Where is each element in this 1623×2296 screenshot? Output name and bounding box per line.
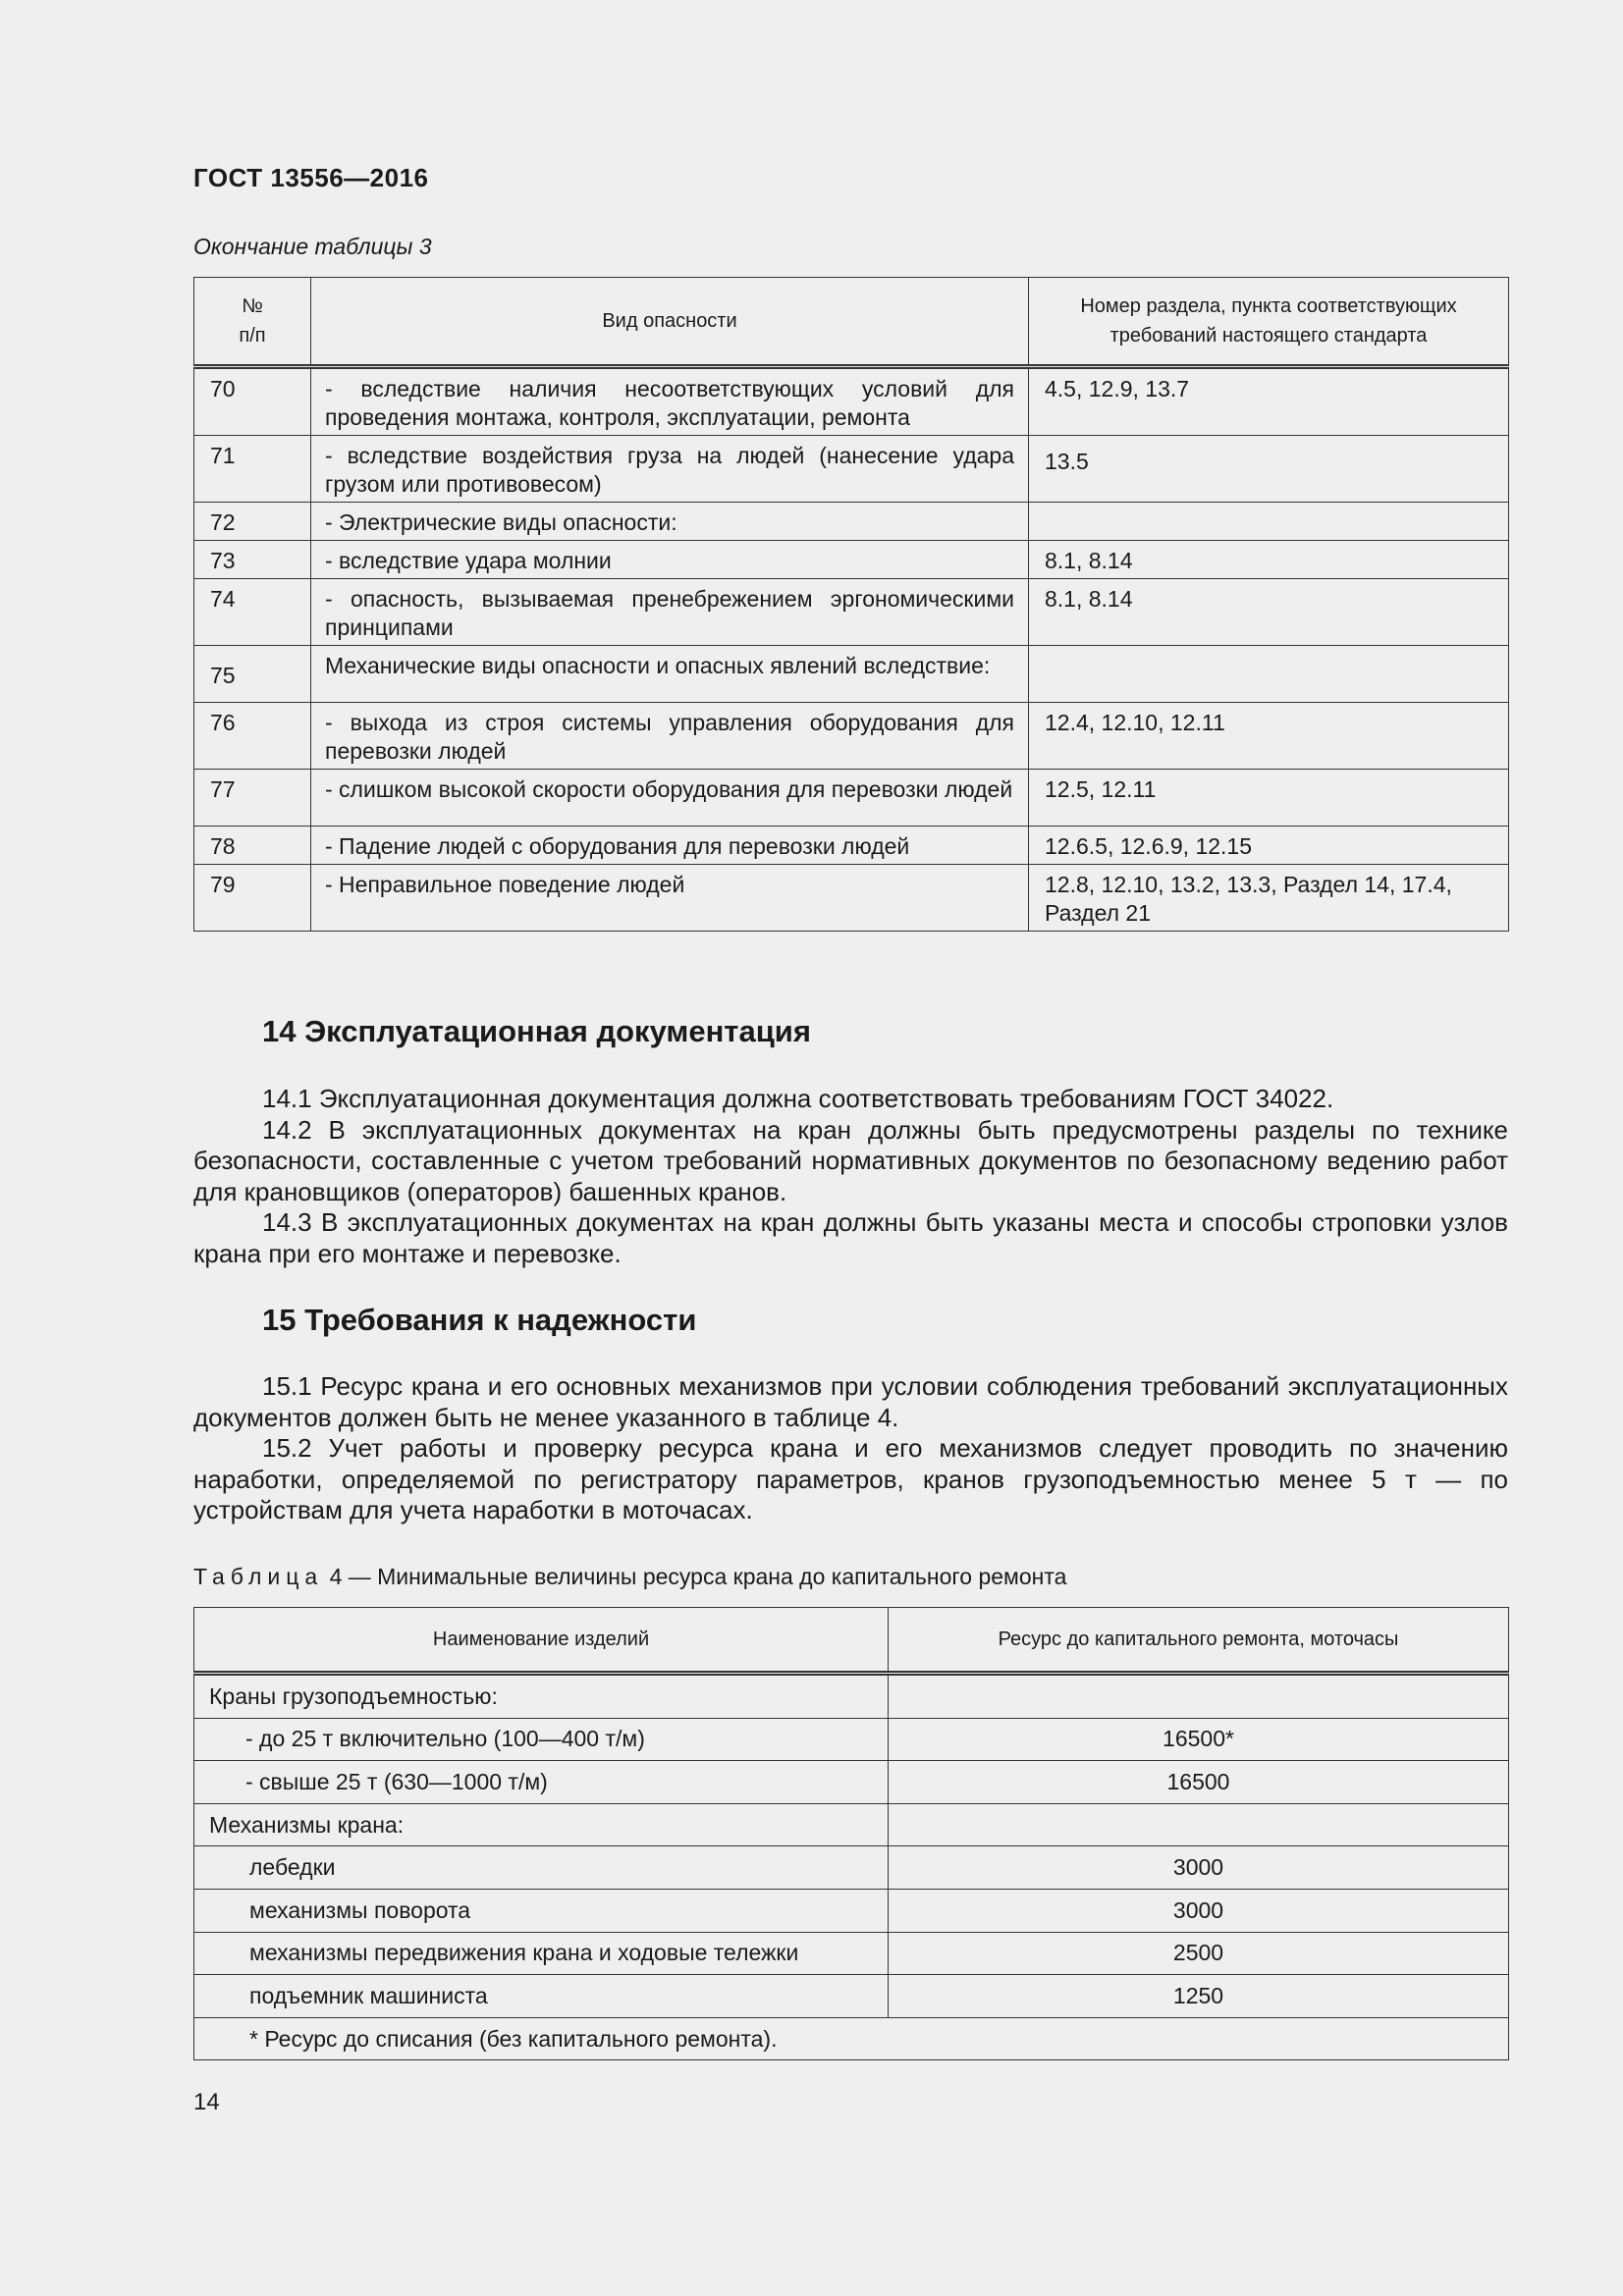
row-name: подъемник машиниста [194,1975,889,2018]
header-resource: Ресурс до капитального ремонта, моточасы [889,1608,1509,1674]
row-num: 74 [194,579,311,646]
table-footnote-row [194,2017,1509,2060]
row-value: 2500 [889,1932,1509,1975]
header-num: № п/п [194,278,311,367]
row-num: 76 [194,703,311,770]
row-hazard: - слишком высокой скорости оборудования для перевозки людей [311,770,1029,827]
row-value [889,1674,1509,1719]
table-row [194,703,1509,770]
table-row [194,503,1509,541]
table-row [194,436,1509,503]
row-hazard: - вследствие наличия несоответствующих условий для проведения монтажа, контроля, эксплуатации, ремонта [311,367,1029,436]
section-15-heading: 15 Требования к надежности [262,1303,697,1337]
paragraph: 14.2 В эксплуатационных документах на кран должны быть предусмотрены разделы по технике безопасности, составленные с учетом требований нормативных документов по безопасному ведению работ для крановщиков (операторов) башенных кранов. [193,1114,1508,1206]
table-row [194,1674,1509,1719]
paragraph: 14.1 Эксплуатационная документация должна соответствовать требованиям ГОСТ 34022. [262,1084,1334,1113]
row-name: механизмы поворота [194,1889,889,1932]
table-row [194,646,1509,703]
section-14-body [193,1084,1508,1269]
row-num: 72 [194,503,311,541]
document-code: ГОСТ 13556—2016 [193,163,429,192]
table3-caption: Окончание таблицы 3 [193,234,432,259]
row-ref: 12.6.5, 12.6.9, 12.15 [1029,827,1509,865]
row-hazard: - Неправильное поведение людей [311,865,1029,932]
section-15-body [193,1371,1508,1526]
row-ref: 12.5, 12.11 [1029,770,1509,827]
section-14-heading: 14 Эксплуатационная документация [262,1014,811,1048]
row-name: - до 25 т включительно (100—400 т/м) [194,1718,889,1761]
header-hazard: Вид опасности [311,278,1029,367]
row-ref: 12.4, 12.10, 12.11 [1029,703,1509,770]
table4-caption [193,1564,1066,1590]
row-name: лебедки [194,1846,889,1890]
row-num: 77 [194,770,311,827]
row-value: 3000 [889,1846,1509,1890]
table-row [194,865,1509,932]
table-row [194,1718,1509,1761]
table-row [194,827,1509,865]
paragraph: 14.3 В эксплуатационных документах на кран должны быть указаны места и способы строповки узлов крана при его монтаже и перевозке. [193,1207,1508,1268]
table-row [194,1975,1509,2018]
row-name: Краны грузоподъемностью: [194,1674,889,1719]
table-row [194,367,1509,436]
table4-caption-text: 4 — Минимальные величины ресурса крана до капитального ремонта [323,1564,1067,1589]
row-ref: 8.1, 8.14 [1029,579,1509,646]
row-num: 75 [194,646,311,703]
row-num: 78 [194,827,311,865]
row-hazard: - выхода из строя системы управления оборудования для перевозки людей [311,703,1029,770]
table-row [194,770,1509,827]
table4-caption-label: Таблица [193,1564,324,1589]
row-value: 1250 [889,1975,1509,2018]
table-4 [193,1607,1509,2060]
row-hazard: - Электрические виды опасности: [311,503,1029,541]
page-number: 14 [193,2089,220,2115]
header-ref: Номер раздела, пункта соответствующих требований настоящего стандарта [1029,278,1509,367]
row-hazard: - вследствие воздействия груза на людей (нанесение удара грузом или противовесом) [311,436,1029,503]
row-value: 16500* [889,1718,1509,1761]
row-hazard: - вследствие удара молнии [311,541,1029,579]
table-row [194,1803,1509,1846]
row-value: 16500 [889,1761,1509,1804]
table-3 [193,277,1509,932]
table-header-row [194,278,1509,367]
row-ref: 4.5, 12.9, 13.7 [1029,367,1509,436]
table-header-row [194,1608,1509,1674]
row-ref [1029,503,1509,541]
row-value: 3000 [889,1889,1509,1932]
row-name: - свыше 25 т (630—1000 т/м) [194,1761,889,1804]
table-row [194,1846,1509,1890]
row-num: 73 [194,541,311,579]
table-row [194,1761,1509,1804]
paragraph: 15.1 Ресурс крана и его основных механизмов при условии соблюдения требований эксплуатационных документов должен быть не менее указанного в таблице 4. [193,1371,1508,1432]
row-ref: 12.8, 12.10, 13.2, 13.3, Раздел 14, 17.4, Раздел 21 [1029,865,1509,932]
row-num: 79 [194,865,311,932]
row-hazard: Механические виды опасности и опасных явлений вследствие: [311,646,1029,703]
row-name: Механизмы крана: [194,1803,889,1846]
row-num: 70 [194,367,311,436]
table-row [194,579,1509,646]
row-hazard: - Падение людей с оборудования для перевозки людей [311,827,1029,865]
row-ref: 8.1, 8.14 [1029,541,1509,579]
table-row [194,1932,1509,1975]
row-num: 71 [194,436,311,503]
row-ref [1029,646,1509,703]
table-row [194,1889,1509,1932]
paragraph: 15.2 Учет работы и проверку ресурса крана и его механизмов следует проводить по значению наработки, определяемой по регистратору параметров, кранов грузоподъемностью менее 5 т — по устройствам для учета наработки в моточасах. [193,1433,1508,1524]
row-value [889,1803,1509,1846]
row-name: механизмы передвижения крана и ходовые тележки [194,1932,889,1975]
table-footnote: * Ресурс до списания (без капитального ремонта). [194,2017,1509,2060]
header-name: Наименование изделий [194,1608,889,1674]
table-row [194,541,1509,579]
row-hazard: - опасность, вызываемая пренебрежением эргономическими принципами [311,579,1029,646]
row-ref: 13.5 [1029,436,1509,503]
